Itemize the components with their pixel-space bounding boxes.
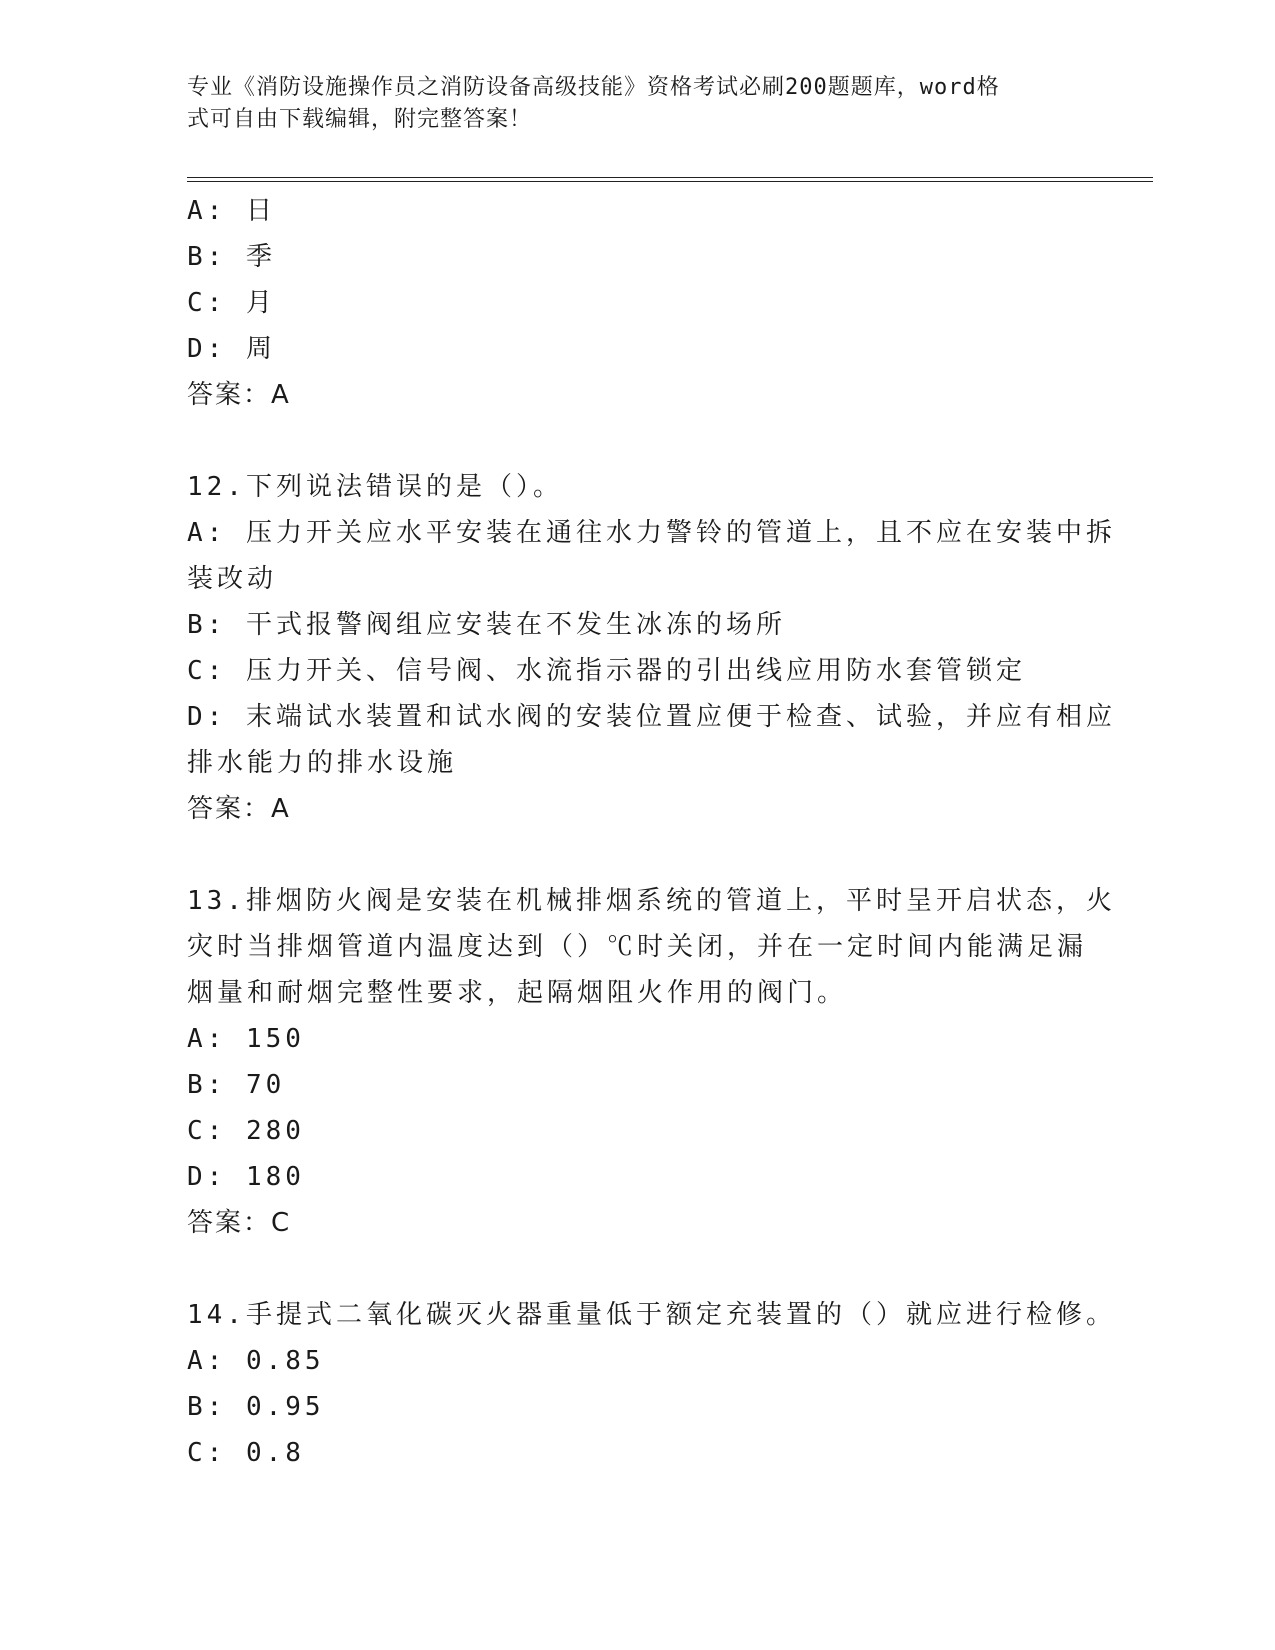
header-line-2: 式可自由下载编辑，附完整答案！ xyxy=(187,107,533,132)
header-divider xyxy=(187,177,1153,182)
option-b: B: 0.95 xyxy=(187,1392,325,1422)
question-text-line-3: 烟量和耐烟完整性要求，起隔烟阻火作用的阀门。 xyxy=(187,978,848,1008)
answer: 答案：C xyxy=(187,1208,292,1238)
option-d: D: 周 xyxy=(187,334,276,364)
question-text-line-1: 13.排烟防火阀是安装在机械排烟系统的管道上，平时呈开启状态，火 xyxy=(187,886,1116,916)
question-text-line-2: 灾时当排烟管道内温度达到（）℃时关闭，并在一定时间内能满足漏 xyxy=(187,932,1088,962)
option-c: C: 280 xyxy=(187,1116,305,1146)
option-c: C: 压力开关、信号阀、水流指示器的引出线应用防水套管锁定 xyxy=(187,656,1026,686)
answer: 答案：A xyxy=(187,794,291,824)
question-13 xyxy=(187,878,1116,1246)
question-11 xyxy=(187,188,1087,418)
question-12 xyxy=(187,464,1116,832)
question-text: 12.下列说法错误的是（）。 xyxy=(187,472,563,502)
question-text: 14.手提式二氧化碳灭火器重量低于额定充装置的（）就应进行检修。 xyxy=(187,1300,1116,1330)
answer: 答案：A xyxy=(187,380,291,410)
option-d: D: 180 xyxy=(187,1162,305,1192)
question-14 xyxy=(187,1292,1116,1476)
option-a-line-2: 装改动 xyxy=(187,564,278,594)
option-b: B: 季 xyxy=(187,242,276,272)
option-a: A: 0.85 xyxy=(187,1346,325,1376)
option-c: C: 月 xyxy=(187,288,276,318)
document-body xyxy=(187,188,1116,1476)
option-b: B: 干式报警阀组应安装在不发生冰冻的场所 xyxy=(187,610,786,640)
option-c: C: 0.8 xyxy=(187,1438,305,1468)
option-d-line-2: 排水能力的排水设施 xyxy=(187,748,458,778)
option-a: A: 日 xyxy=(187,196,276,226)
header-line-1: 专业《消防设施操作员之消防设备高级技能》资格考试必刷200题题库，word格 xyxy=(187,75,1000,100)
option-a-line-1: A: 压力开关应水平安装在通往水力警铃的管道上，且不应在安装中拆 xyxy=(187,518,1116,548)
document-header xyxy=(187,72,1067,136)
option-b: B: 70 xyxy=(187,1070,286,1100)
option-a: A: 150 xyxy=(187,1024,305,1054)
option-d-line-1: D: 末端试水装置和试水阀的安装位置应便于检查、试验，并应有相应 xyxy=(187,702,1116,732)
